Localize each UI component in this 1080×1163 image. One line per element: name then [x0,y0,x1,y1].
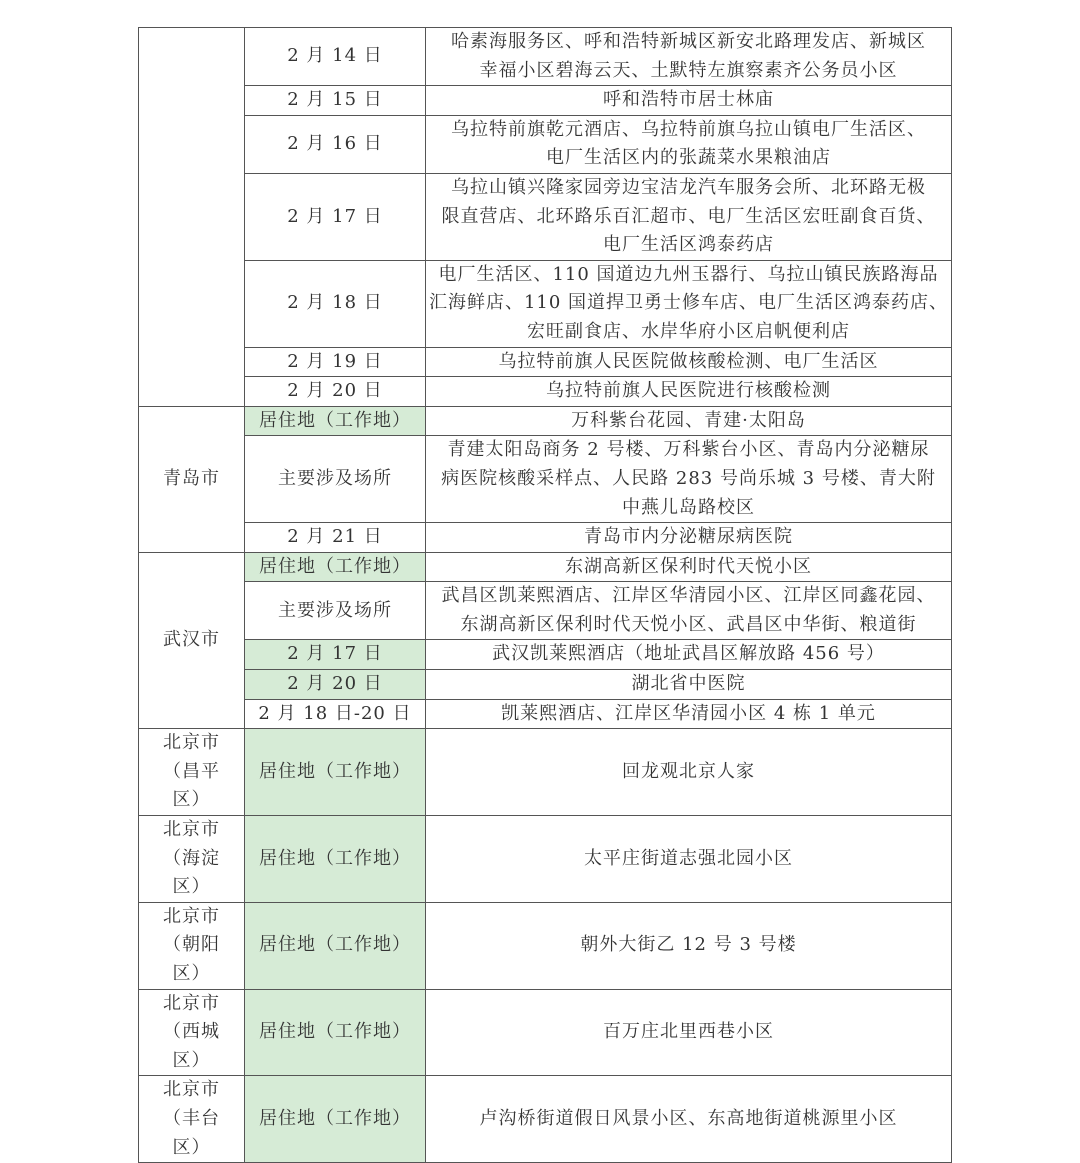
table-row [139,902,952,989]
table-row [139,552,952,582]
table-row [139,729,952,816]
table-row [139,86,952,116]
locations-cell: 湖北省中医院 [426,670,952,700]
table-row [139,640,952,670]
table-row [139,173,952,260]
category-cell: 2 月 17 日 [245,640,426,670]
category-cell: 2 月 21 日 [245,523,426,553]
category-cell: 2 月 16 日 [245,115,426,173]
table-row [139,699,952,729]
locations-cell: 东湖高新区保利时代天悦小区 [426,552,952,582]
locations-cell: 太平庄街道志强北园小区 [426,816,952,903]
category-cell: 2 月 17 日 [245,173,426,260]
locations-cell: 乌拉特前旗人民医院进行核酸检测 [426,377,952,407]
locations-cell: 卢沟桥街道假日风景小区、东高地街道桃源里小区 [426,1076,952,1163]
category-cell: 居住地（工作地） [245,989,426,1076]
city-cell: 北京市 （朝阳 区） [139,902,245,989]
table-row [139,436,952,523]
table-row [139,582,952,640]
table-row [139,1076,952,1163]
table-row [139,523,952,553]
category-cell: 居住地（工作地） [245,1076,426,1163]
locations-cell: 武昌区凯莱熙酒店、江岸区华清园小区、江岸区同鑫花园、 东湖高新区保利时代天悦小区、武昌区中华街、粮道街 [426,582,952,640]
category-cell: 2 月 15 日 [245,86,426,116]
category-cell: 居住地（工作地） [245,902,426,989]
category-cell: 居住地（工作地） [245,729,426,816]
table-row [139,816,952,903]
city-cell [139,28,245,407]
category-cell: 居住地（工作地） [245,816,426,903]
category-cell: 2 月 14 日 [245,28,426,86]
locations-cell: 回龙观北京人家 [426,729,952,816]
category-cell: 2 月 20 日 [245,670,426,700]
locations-cell: 哈素海服务区、呼和浩特新城区新安北路理发店、新城区 幸福小区碧海云天、土默特左旗察素齐公务员小区 [426,28,952,86]
locations-cell: 朝外大街乙 12 号 3 号楼 [426,902,952,989]
locations-cell: 乌拉山镇兴隆家园旁边宝洁龙汽车服务会所、北环路无极 限直营店、北环路乐百汇超市、电厂生活区宏旺副食百货、 电厂生活区鸿泰药店 [426,173,952,260]
locations-cell: 凯莱熙酒店、江岸区华清园小区 4 栋 1 单元 [426,699,952,729]
table-row [139,347,952,377]
city-cell: 青岛市 [139,406,245,552]
category-cell: 2 月 20 日 [245,377,426,407]
city-cell: 北京市 （丰台 区） [139,1076,245,1163]
table-row [139,115,952,173]
table-row [139,406,952,436]
table-row [139,989,952,1076]
city-cell: 北京市 （海淀 区） [139,816,245,903]
city-cell: 武汉市 [139,552,245,729]
locations-cell: 青建太阳岛商务 2 号楼、万科紫台小区、青岛内分泌糖尿 病医院核酸采样点、人民路 283 号尚乐城 3 号楼、青大附 中燕儿岛路校区 [426,436,952,523]
exposure-locations-table [138,27,952,1163]
table-row [139,260,952,347]
table-row [139,670,952,700]
locations-cell: 万科紫台花园、青建·太阳岛 [426,406,952,436]
locations-cell: 乌拉特前旗乾元酒店、乌拉特前旗乌拉山镇电厂生活区、 电厂生活区内的张蔬菜水果粮油店 [426,115,952,173]
city-cell: 北京市 （昌平 区） [139,729,245,816]
category-cell: 2 月 18 日 [245,260,426,347]
city-cell: 北京市 （西城 区） [139,989,245,1076]
table-row [139,377,952,407]
category-cell: 2 月 19 日 [245,347,426,377]
table-row [139,28,952,86]
locations-cell: 乌拉特前旗人民医院做核酸检测、电厂生活区 [426,347,952,377]
locations-cell: 武汉凯莱熙酒店（地址武昌区解放路 456 号） [426,640,952,670]
locations-cell: 青岛市内分泌糖尿病医院 [426,523,952,553]
locations-cell: 呼和浩特市居士林庙 [426,86,952,116]
category-cell: 主要涉及场所 [245,582,426,640]
table-body [139,28,952,1163]
locations-cell: 电厂生活区、110 国道边九州玉器行、乌拉山镇民族路海品 汇海鲜店、110 国道捍卫勇士修车店、电厂生活区鸿泰药店、 宏旺副食店、水岸华府小区启帆便利店 [426,260,952,347]
category-cell: 主要涉及场所 [245,436,426,523]
locations-cell: 百万庄北里西巷小区 [426,989,952,1076]
category-cell: 2 月 18 日-20 日 [245,699,426,729]
category-cell: 居住地（工作地） [245,406,426,436]
category-cell: 居住地（工作地） [245,552,426,582]
